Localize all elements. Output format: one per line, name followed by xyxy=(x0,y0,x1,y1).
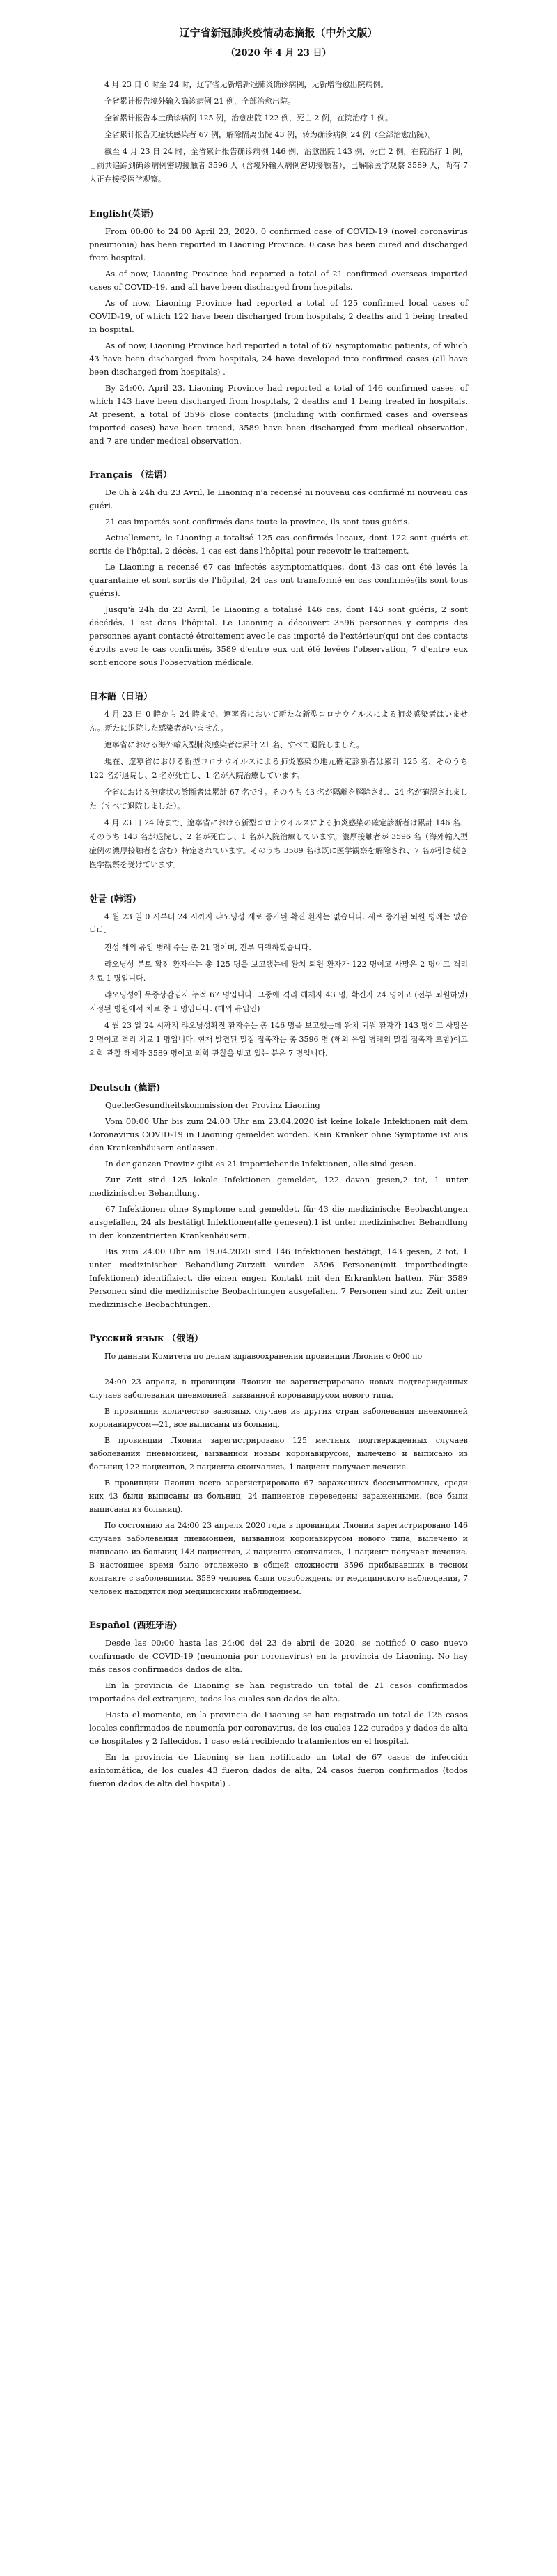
section-korean xyxy=(89,891,468,1061)
section-french xyxy=(89,467,468,669)
de-paragraph-5: 67 Infektionen ohne Symptome sind gemeldet, für 43 die medizinische Beobachtungen ausgefallen, 24 als bestätigt Infektionen(alle genesen).1 ist unter medizinischer Behandlung in den konzentrierten Krankenhäusern. xyxy=(89,1204,468,1240)
section-heading-russian: Русский язык （俄语） xyxy=(89,1334,203,1344)
paragraph-gap xyxy=(89,1366,468,1375)
ru-paragraph-3: В провинции количество завозных случаев из других стран заболевания пневмонией коронавирусом—21, все выписаны из больниц. xyxy=(89,1407,468,1429)
es-paragraph-3: Hasta el momento, en la provincia de Liaoning se han registrado un total de 125 casos locales confirmados de neumonía por coronavirus, de los cuales 122 curados y dados de alta de hospitales y 2 fallecidos. 1 caso está recibiendo tratamientos en el hospital. xyxy=(89,1710,468,1746)
ru-paragraph-6: По состоянию на 24:00 23 апреля 2020 года в провинции Ляонин зарегистрировано 146 случаев заболевания пневмонией, вызванной коронавирусом нового типа, вылечено и выписано из больниц 143 пациентов, 2 пациента скончались, 1 пациент получает лечение. В настоящее время было отслежено в общей сложности 3596 прибывавших в тесном контакте с заболевшими. 3589 человек были освобождены от медицинского наблюдения, 7 человек находятся под медицинским наблюдением. xyxy=(89,1521,468,1596)
section-german xyxy=(89,1080,468,1311)
ko-paragraph-4: 랴오닝성에 무증상감염자 누적 67 명입니다. 그중에 격리 해제자 43 명, 확진자 24 명이고 (전부 퇴원하였) 지정된 병원에서 치료 중 1 명입니다. (해외 유입인) xyxy=(89,990,468,1013)
document-title: 辽宁省新冠肺炎疫情动态摘报（中外文版） xyxy=(179,26,378,39)
ko-paragraph-1: 4 월 23 일 0 시부터 24 시까지 랴오닝성 새로 증가된 확진 환자는 없습니다. 새로 증가된 퇴원 병례는 없습니다. xyxy=(89,912,468,935)
section-heading-english: English(英语) xyxy=(89,209,155,219)
es-paragraph-2: En la provincia de Liaoning se han registrado un total de 21 casos confirmados importados del extranjero, todos los cuales son dados de alta. xyxy=(89,1680,468,1703)
zh-paragraph-4: 全省累计报告无症状感染者 67 例，解除隔离出院 43 例，转为确诊病例 24 例（全部治愈出院）。 xyxy=(104,130,436,139)
ru-paragraph-4: В провинции Ляонин зарегистрировано 125 местных подтвержденных случаев заболевания пневмонией, вызванной новым коронавирусом, вылечено и выписано из больниц 122 пациентов, 2 пациента скончались, 1 пациент получает лечение. xyxy=(89,1436,468,1472)
en-paragraph-3: As of now, Liaoning Province had reported a total of 125 confirmed local cases of COVID-19, of which 122 have been discharged from hospitals, 2 deaths and 1 being treated in hospital. xyxy=(89,298,468,334)
section-heading-spanish: Español (西班牙语) xyxy=(89,1621,178,1631)
fr-paragraph-1: De 0h à 24h du 23 Avril, le Liaoning n'a recensé ni nouveau cas confirmé ni nouveau cas guéri. xyxy=(89,487,468,510)
fr-paragraph-4: Le Liaoning a recensé 67 cas infectés asymptomatiques, dont 43 cas ont été levés la quarantaine et sont sortis de l'hôpital, 24 cas ont transformé en cas confirmés(ils sont tous guéris). xyxy=(89,562,468,598)
zh-paragraph-5: 截至 4 月 23 日 24 时，全省累计报告确诊病例 146 例，治愈出院 143 例，死亡 2 例，在院治疗 1 例，目前共追踪到确诊病例密切接触者 3596 人（含境外输入病例密切接触者），已解除医学观察 3589 人，尚有 7 人正在接受医学观察。 xyxy=(89,147,468,184)
ru-paragraph-5: В провинции Ляонин всего зарегистрировано 67 зараженных бессимптомных, среди них 43 были выписаны из больниц, 24 пациентов переведены зараженными, (все были выписаны из больниц). xyxy=(89,1478,468,1514)
section-heading-korean: 한글 (韩语) xyxy=(89,894,136,905)
section-chinese xyxy=(89,78,468,187)
ja-paragraph-3: 現在、遼寧省における新型コロナウイルスによる肺炎感染の地元確定診断者は累計 125 名、そのうち 122 名が退院し、2 名が死亡し、1 名が入院治療しています。 xyxy=(89,757,468,780)
section-english xyxy=(89,206,468,448)
fr-paragraph-2: 21 cas importés sont confirmés dans toute la province, ils sont tous guéris. xyxy=(105,517,410,526)
section-russian xyxy=(89,1331,468,1598)
section-spanish xyxy=(89,1618,468,1790)
en-paragraph-1: From 00:00 to 24:00 April 23, 2020, 0 confirmed case of COVID-19 (novel coronavirus pneumonia) has been reported in Liaoning Province. 0 case has been cured and discharged from hospital. xyxy=(89,226,468,263)
de-paragraph-2: Vom 00:00 Uhr bis zum 24.00 Uhr am 23.04.2020 ist keine lokale Infektionen mit dem Coronavirus COVID-19 in Liaoning gemeldet worden. Kein Kranker ohne Symptome ist aus den Krankenhäusern entlassen. xyxy=(89,1116,468,1153)
ja-paragraph-5: 4 月 23 日 24 時まで、遼寧省における新型コロナウイルスによる肺炎感染の確定診断者は累計 146 名、そのうち 143 名が退院し、2 名が死亡し、1 名が入院治療しています。濃厚接触者が 3596 名（海外輸入型症例の濃厚接触者を含む）特定されています。そのうち 3589 名は既に医学観察を解除され、7 名が引き続き医学観察を受けています。 xyxy=(89,818,468,869)
de-paragraph-1: Quelle:Gesundheitskommission der Provinz Liaoning xyxy=(105,1100,320,1110)
section-heading-german: Deutsch (德语) xyxy=(89,1083,161,1093)
de-paragraph-6: Bis zum 24.00 Uhr am 19.04.2020 sind 146 Infektionen bestätigt, 143 gesen, 2 tot, 1 unter medizinischer Behandlung.Zurzeit wurden 3596 Personen(mit importbedingte Infektionen) identifiziert, die einen engen Kontakt mit den Erkrankten hatten. Für 3589 Personen sind die medizinische Beobachtungen ausgefallen. 7 Personen sind zur Zeit unter medizinische Beobachtungen. xyxy=(89,1247,468,1309)
ru-paragraph-2: 24:00 23 апреля, в провинции Ляонин не зарегистрировано новых подтвержденных случаев заболевания пневмонией, вызванной коронавирусом нового типа. xyxy=(89,1377,468,1400)
de-paragraph-3: In der ganzen Provinz gibt es 21 importiebende Infektionen, alle sind gesen. xyxy=(105,1159,416,1169)
section-japanese xyxy=(89,689,468,872)
en-paragraph-2: As of now, Liaoning Province had reported a total of 21 confirmed overseas imported cases of COVID-19, and all have been discharged from hospitals. xyxy=(89,269,468,292)
ja-paragraph-1: 4 月 23 日 0 時から 24 時まで、遼寧省において新たな新型コロナウイルスによる肺炎感染者はいません。新たに退院した感染者がいません。 xyxy=(89,710,468,733)
es-paragraph-1: Desde las 00:00 hasta las 24:00 del 23 de abril de 2020, se notificó 0 caso nuevo confirmado de COVID-19 (neumonía por coronavirus) en la provincia de Liaoning. No hay más casos confirmados dados de alta. xyxy=(89,1638,468,1674)
ko-paragraph-5: 4 월 23 일 24 시까지 랴오닝성확진 환자수는 총 146 명을 보고했는데 완치 퇴원 환자가 143 명이고 사망은 2 명이고 격리 치료 1 명입니다. 현재 발견된 밀접 접촉자는 총 3596 명 (해외 유입 병례의 밀접 접촉자 포함)이고 의학 관찰 해제자 3589 명이고 의학 관찰을 받고 있는 분은 7 명입니다. xyxy=(89,1021,468,1058)
section-heading-japanese: 日本語（日语） xyxy=(89,692,153,702)
zh-paragraph-3: 全省累计报告本土确诊病例 125 例，治愈出院 122 例，死亡 2 例，在院治疗 1 例。 xyxy=(104,114,393,123)
de-paragraph-4: Zur Zeit sind 125 lokale Infektionen gemeldet, 122 davon gesen,2 tot, 1 unter medizinischer Behandlung. xyxy=(89,1175,468,1198)
ru-paragraph-1: По данным Комитета по делам здравоохранения провинции Ляонин с 0:00 по xyxy=(104,1352,423,1361)
document-date: （2020 年 4 月 23 日） xyxy=(226,48,331,58)
zh-paragraph-1: 4 月 23 日 0 时至 24 时，辽宁省无新增新冠肺炎确诊病例，无新增治愈出院病例。 xyxy=(104,80,389,89)
fr-paragraph-3: Actuellement, le Liaoning a totalisé 125 cas confirmés locaux, dont 122 sont guéris et sortis de l'hôpital, 2 décès, 1 cas est dans l'hôpital pour recevoir le traitement. xyxy=(89,533,468,556)
zh-paragraph-2: 全省累计报告境外输入确诊病例 21 例，全部治愈出院。 xyxy=(104,97,295,106)
en-paragraph-5: By 24:00, April 23, Liaoning Province had reported a total of 146 confirmed cases, of which 143 have been discharged from hospitals, 2 deaths and 1 being treated in hospitals. At present, a total of 3596 close contacts (including with confirmed cases and overseas imported cases) have been traced, 3589 have been discharged from medical observation, and 7 are under medical observation. xyxy=(89,383,468,446)
en-paragraph-4: As of now, Liaoning Province had reported a total of 67 asymptomatic patients, of which 43 have been discharged from hospitals, 24 have developed into confirmed cases (all have been discharged from hospitals) . xyxy=(89,341,468,377)
ko-paragraph-3: 랴오닝성 본토 확진 환자수는 총 125 명을 보고했는데 완치 퇴원 환자가 122 명이고 사망은 2 명이고 격리 치료 1 명입니다. xyxy=(89,960,468,983)
ja-paragraph-4: 全省における無症状の診断者は累計 67 名です。そのうち 43 名が隔離を解除され、24 名が確認されました（すべて退院しました）。 xyxy=(89,788,468,811)
fr-paragraph-5: Jusqu'à 24h du 23 Avril, le Liaoning a totalisé 146 cas, dont 143 sont guéris, 2 sont décédés, 1 est dans l'hôpital. Le Liaoning a découvert 3596 personnes y compris des personnes ayant contacté étroitement avec le cas importé de l'extérieur(qui ont des contacts étroits avec le cas confirmés, 3589 d'entre eux ont été levées l'observation, 7 d'entre eux sont encore sous l'observation médicale. xyxy=(89,604,468,667)
es-paragraph-4: En la provincia de Liaoning se han notificado un total de 67 casos de infección asintomática, de los cuales 43 fueron dados de alta, 24 casos fueron confirmados (todos fueron dados de alta del hospital) . xyxy=(89,1752,468,1788)
ja-paragraph-2: 遼寧省における海外輸入型肺炎感染者は累計 21 名、すべて退院しました。 xyxy=(104,740,364,749)
section-heading-french: Français （法语） xyxy=(89,470,172,481)
ko-paragraph-2: 전성 해외 유입 병례 수는 총 21 명이며, 전부 퇴원하였습니다. xyxy=(104,943,311,952)
